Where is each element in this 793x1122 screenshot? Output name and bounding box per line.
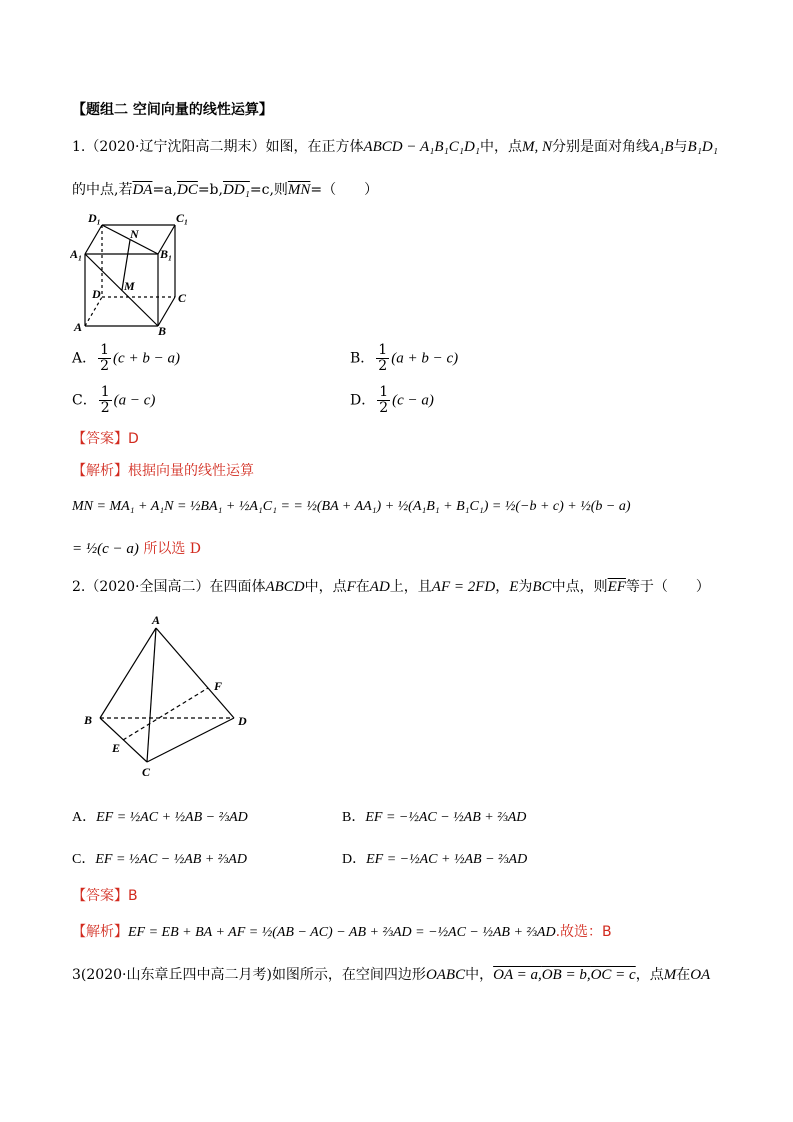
q1-work-line1: MN = MA₁ + A₁N = ½BA₁ + ½A₁C₁ = = ½(BA + AA₁) + ½(A₁B₁ + B₁C₁) = ½(−b + c) + ½(b − a) — [72, 499, 631, 514]
option-label: D． — [350, 392, 376, 409]
q2-seg-bc: BC — [532, 579, 552, 595]
q2-answer — [72, 887, 138, 905]
half-fraction: $\frac{1}{2}$ — [100, 384, 110, 416]
q3-text-a: 如图所示，在空间四边形 — [271, 967, 426, 983]
q1-vec-dd1: DD₁ — [222, 182, 250, 198]
option-label: B． — [350, 350, 375, 367]
q1-label-b: B — [158, 324, 167, 338]
answer-tag: 【答案】 — [72, 431, 128, 447]
option-expr: EF = ½AC − ½AB + ⅔AD — [95, 852, 247, 867]
option-expr: (a + b − c) — [391, 350, 459, 367]
q2-text-a: 在四面体 — [209, 579, 266, 595]
q1-text-c: 分别是面对角线 — [552, 139, 650, 155]
q2-text-h: 等于（ ） — [625, 579, 710, 595]
segment-ef — [123, 688, 208, 740]
q3-point-m: M — [663, 967, 677, 983]
q2-label-d: D — [238, 714, 247, 728]
answer-tag: 【答案】 — [72, 888, 128, 904]
q1-diag2: B₁D₁ — [687, 139, 718, 155]
q2-text-f: 为 — [518, 579, 533, 595]
q1-line2-end: =（ ） — [310, 182, 379, 198]
q3-vec-oc: OC = c — [590, 967, 636, 983]
q3-vec-ob: OB = b, — [541, 967, 591, 983]
option-expr: (c + b − a) — [113, 350, 180, 367]
q1-cube-name: ABCD − A₁B₁C₁D₁ — [363, 139, 480, 155]
q1-diag1: A₁B — [650, 139, 674, 155]
answer-value: D — [128, 431, 139, 447]
q1-label-d1: D₁ — [88, 211, 101, 225]
analysis-conclusion: .故选：B — [555, 924, 612, 940]
q3-vec-oa: OA = a, — [493, 967, 542, 983]
q2-text-e: ， — [495, 579, 510, 595]
option-label: A． — [72, 350, 97, 367]
q1-vec-da: $\overline{DA}$ — [132, 182, 153, 198]
q3-text-c: ，点 — [635, 967, 664, 983]
q1-eq-c: =c,则 — [249, 182, 288, 198]
q1-line2-a: 的中点,若 — [72, 182, 133, 198]
q1-vec-dc: $\overline{DC}$ — [176, 182, 198, 198]
q1-label-a1: A₁ — [70, 247, 83, 261]
q1-text-a: 如图，在正方体 — [265, 139, 364, 155]
option-expr: EF = ½AC + ½AB − ⅔AD — [96, 810, 248, 825]
half-fraction: $\frac{1}{2}$ — [100, 342, 110, 374]
q1-cube-figure — [70, 210, 200, 340]
q1-label-c1: C₁ — [176, 211, 189, 225]
q2-label-c: C — [142, 765, 151, 779]
work-conclusion: 所以选 D — [143, 541, 202, 557]
q2-stem — [72, 578, 710, 596]
q1-text-b: 中，点 — [480, 139, 522, 155]
q1-label-d: D — [92, 287, 101, 301]
q1-vec-mn: $\overline{MN}$ — [287, 182, 311, 198]
q1-label-c: C — [178, 291, 187, 305]
q3-stem — [72, 966, 710, 984]
option-expr: (a − c) — [113, 392, 156, 409]
q1-number: 1. — [72, 139, 86, 155]
q2-analysis — [72, 923, 612, 942]
q1-option-a[interactable] — [72, 343, 180, 374]
q2-seg-ad: AD — [369, 579, 390, 595]
q3-number: 3 — [72, 967, 81, 983]
answer-value: B — [128, 888, 138, 904]
q1-option-c[interactable] — [72, 385, 155, 416]
q2-vec-ef: $\overline{EF}$ — [607, 579, 626, 595]
q2-text-d: 上，且 — [389, 579, 432, 595]
q1-stem-line2 — [72, 181, 378, 199]
analysis-tag: 【解析】 — [72, 463, 128, 479]
q2-option-a[interactable] — [72, 806, 248, 826]
half-fraction: $\frac{1}{2}$ — [379, 384, 389, 416]
option-expr: EF = −½AC + ½AB − ⅔AD — [366, 852, 528, 867]
option-label: D． — [342, 852, 367, 867]
option-label: B． — [342, 810, 366, 825]
q2-point-e: E — [509, 579, 519, 595]
q2-tetra-name: ABCD — [265, 579, 305, 595]
q3-seg-oa: OA — [690, 967, 711, 983]
half-fraction: $\frac{1}{2}$ — [378, 342, 388, 374]
option-expr: (c − a) — [392, 392, 434, 409]
q2-label-e: E — [112, 741, 121, 755]
q2-text-b: 中，点 — [304, 579, 347, 595]
section-title: 【题组二 空间向量的线性运算】 — [72, 102, 273, 118]
q2-option-b[interactable] — [342, 806, 526, 826]
q1-eq-a: =a, — [152, 182, 177, 198]
q1-text-d: 与 — [673, 139, 688, 155]
q1-stem-line1 — [72, 138, 718, 156]
edge-ad — [156, 628, 234, 718]
q1-source: （2020·辽宁沈阳高二期末） — [85, 139, 266, 155]
option-label: C． — [72, 852, 96, 867]
q1-option-b[interactable] — [350, 343, 458, 374]
option-expr: EF = −½AC − ½AB + ⅔AD — [365, 810, 527, 825]
q2-condition: AF = 2FD — [431, 579, 496, 595]
work-expr: = ½(c − a) — [72, 541, 139, 557]
q1-label-m: M — [124, 279, 135, 293]
q1-option-d[interactable] — [350, 385, 434, 416]
q2-text-c: 在 — [355, 579, 370, 595]
q2-option-d[interactable] — [342, 848, 527, 868]
q2-text-g: 中点，则 — [551, 579, 608, 595]
q3-text-b: 中， — [465, 967, 494, 983]
q2-label-f: F — [214, 679, 223, 693]
edge-ac — [147, 628, 156, 762]
q1-label-n: N — [130, 227, 139, 241]
analysis-text: 根据向量的线性运算 — [128, 463, 254, 479]
q3-source: (2020·山东章丘四中高二月考) — [80, 967, 272, 983]
analysis-tag: 【解析】 — [72, 924, 128, 940]
q3-text-d: 在 — [676, 967, 691, 983]
edge-bc — [158, 297, 175, 326]
q1-label-b1: B₁ — [160, 247, 173, 261]
q1-label-a: A — [74, 320, 83, 334]
q1-points-mn: M, N — [522, 139, 552, 155]
q2-label-b: B — [84, 713, 93, 727]
q2-label-a: A — [152, 613, 161, 627]
edge-ad — [85, 297, 102, 326]
q2-option-c[interactable] — [72, 848, 247, 868]
q2-number: 2. — [72, 579, 86, 595]
q2-source: （2020·全国高二） — [85, 579, 210, 595]
option-label: C． — [72, 392, 97, 409]
q1-work-line2 — [72, 540, 201, 558]
q3-quad-name: OABC — [425, 967, 466, 983]
analysis-work: EF = EB + BA + AF = ½(AB − AC) − AB + ⅔AD = −½AC − ½AB + ⅔AD — [128, 925, 556, 940]
option-label: A． — [72, 810, 97, 825]
q1-answer — [72, 430, 139, 448]
edge-ab — [100, 628, 156, 718]
q2-tetra-figure — [80, 612, 260, 782]
edge-a1d1 — [85, 225, 102, 254]
q2-point-f: F — [346, 579, 356, 595]
q1-analysis-heading — [72, 462, 254, 480]
q1-eq-b: =b, — [197, 182, 223, 198]
edge-cd — [147, 718, 234, 762]
